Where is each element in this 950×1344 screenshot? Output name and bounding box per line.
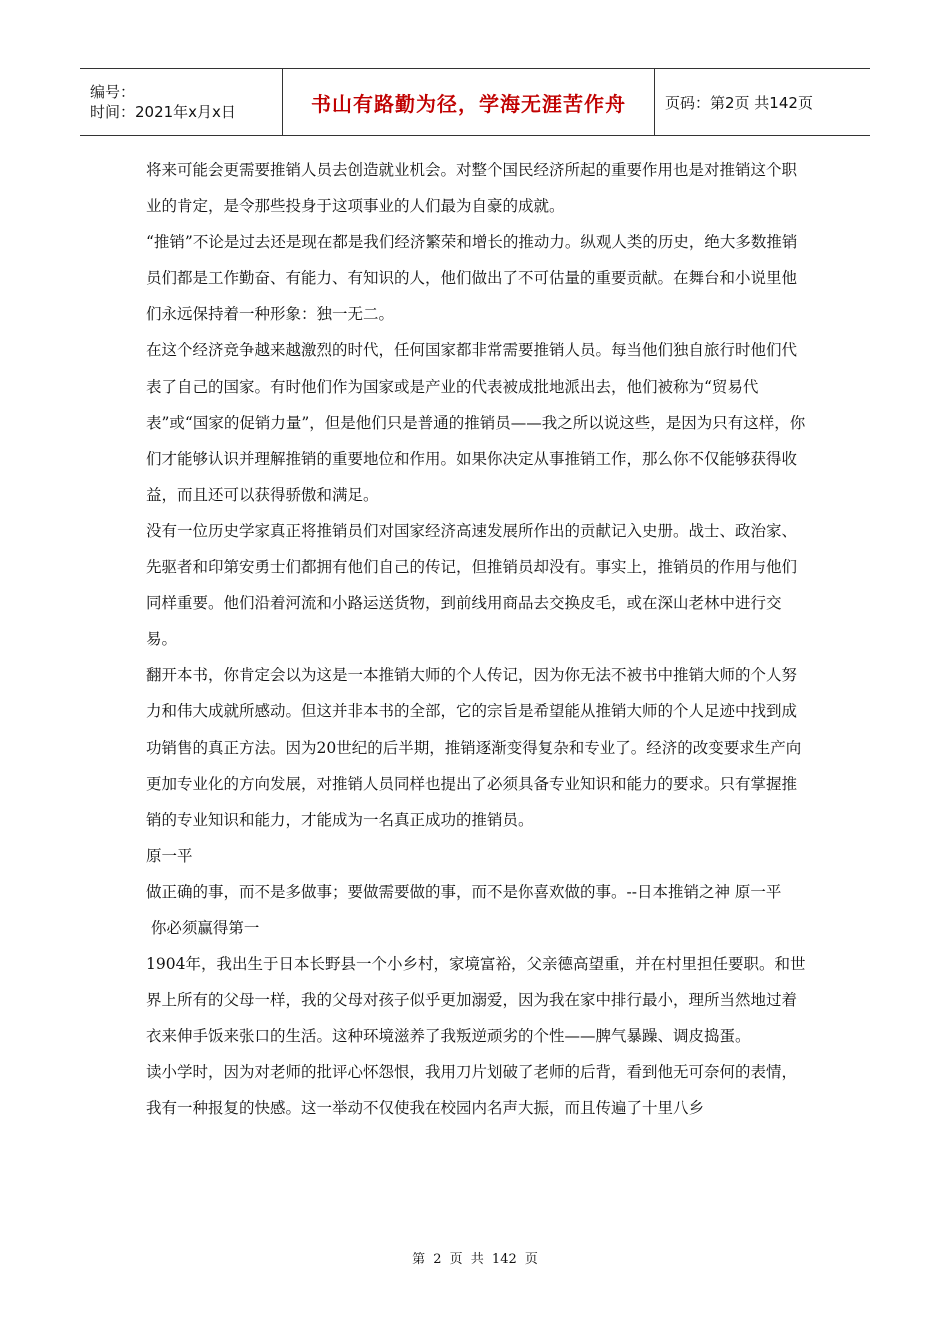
header-left [80, 69, 282, 135]
paragraph: “推销”不论是过去还是现在都是我们经济繁荣和增长的推动力。纵观人类的历史，绝大多数推销员们都是工作勤奋、有能力、有知识的人，他们做出了不可估量的重要贡献。在舞台和小说里他们永远保持着一种形象：独一无二。 [146, 233, 798, 324]
page-info: 页码：第2页 共142页 [665, 93, 813, 112]
header-motto-cell [282, 69, 655, 135]
paragraph: 1904年，我出生于日本长野县一个小乡村，家境富裕，父亲德高望重，并在村里担任要职。和世界上所有的父母一样，我的父母对孩子似乎更加溺爱，因为我在家中排行最小，理所当然地过着衣来伸手饭来张口的生活。这种环境滋养了我叛逆顽劣的个性——脾气暴躁、调皮捣蛋。 [146, 955, 806, 1046]
paragraph: 没有一位历史学家真正将推销员们对国家经济高速发展所作出的贡献记入史册。战士、政治家、先驱者和印第安勇士们都拥有他们自己的传记，但推销员却没有。事实上，推销员的作用与他们同样重要。他们沿着河流和小路运送货物，到前线用商品去交换皮毛，或在深山老林中进行交易。 [146, 521, 798, 649]
page-header [80, 68, 870, 136]
section-heading: 你必须赢得第一 [146, 918, 260, 937]
quote: 做正确的事，而不是多做事；要做需要做的事，而不是你喜欢做的事。--日本推销之神 原一平 [146, 882, 782, 901]
paragraph: 读小学时，因为对老师的批评心怀怨恨，我用刀片划破了老师的后背，看到他无可奈何的表情，我有一种报复的快感。这一举动不仅使我在校园内名声大振，而且传遍了十里八乡 [146, 1063, 798, 1118]
page-footer: 第 2 页 共 142 页 [412, 1252, 538, 1267]
paragraph: 将来可能会更需要推销人员去创造就业机会。对整个国民经济所起的重要作用也是对推销这个职业的肯定，是令那些投身于这项事业的人们最为自豪的成就。 [146, 161, 798, 216]
number-label: 编号： [90, 83, 136, 101]
paragraph: 在这个经济竞争越来越激烈的时代，任何国家都非常需要推销人员。每当他们独自旅行时他们代表了自己的国家。有时他们作为国家或是产业的代表被成批地派出去，他们被称为“贸易代表”或“国家的促销力量”，但是他们只是普通的推销员——我之所以说这些，是因为只有这样，你们才能够认识并理解推销的重要地位和作用。如果你决定从事推销工作，那么你不仅能够获得收益，而且还可以获得骄傲和满足。 [146, 341, 806, 504]
paragraph: 翻开本书，你肯定会以为这是一本推销大师的个人传记，因为你无法不被书中推销大师的个人努力和伟大成就所感动。但这并非本书的全部，它的宗旨是希望能从推销大师的个人足迹中找到成功销售的真正方法。因为20世纪的后半期，推销逐渐变得复杂和专业了。经济的改变要求生产向更加专业化的方向发展，对推销人员同样也提出了必须具备专业知识和能力的要求。只有掌握推销的专业知识和能力，才能成为一名真正成功的推销员。 [146, 666, 802, 829]
header-right [655, 69, 870, 135]
document-body [146, 152, 810, 1127]
header-motto: 书山有路勤为径，学海无涯苦作舟 [311, 91, 626, 116]
time-label: 时间：2021年x月x日 [90, 103, 236, 121]
author-name: 原一平 [146, 846, 193, 865]
